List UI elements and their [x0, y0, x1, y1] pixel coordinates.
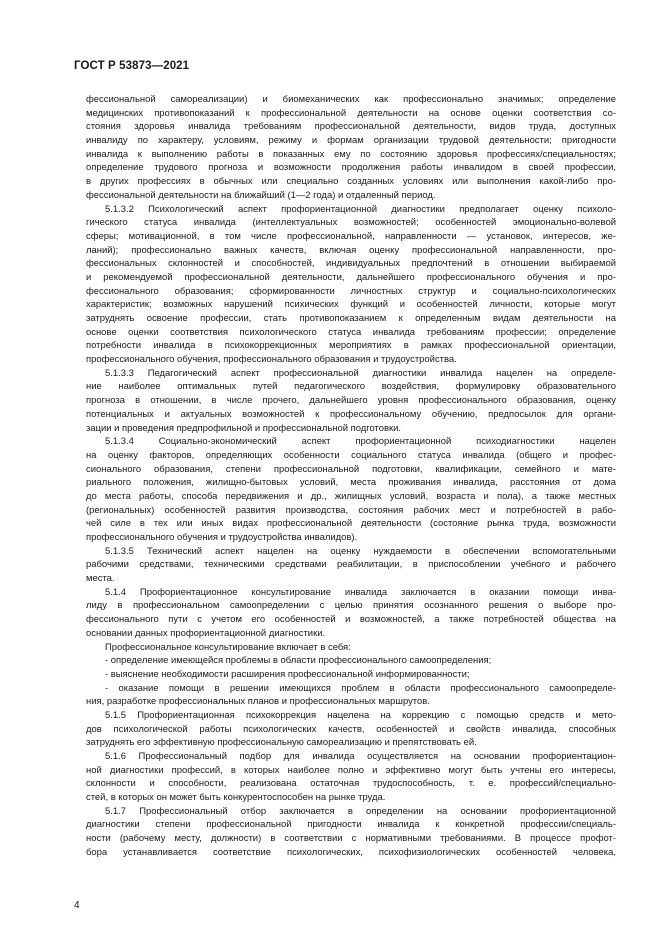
text-line: ланий); профессионально важных качеств, включая оценку профессиональной направленности, про- — [86, 244, 616, 256]
text-line: зации и проведения предпрофильной и профессиональной подготовки. — [86, 422, 402, 434]
text-line: сионального образования, степени профессиональной подготовки, квалификации, семейного и мате- — [86, 463, 616, 475]
text-line: потенциальных и актуальных возможностей к профессиональному обучению, предпосылок для органи- — [86, 408, 616, 420]
text-line: фессиональной самореализации) и биомеханических как профессионально значимых; определение — [86, 94, 616, 105]
text-line: стей, в которых он может быть конкурентоспособен на рынке труда. — [86, 792, 386, 804]
text-line: диагностики степени профессиональной пригодности инвалида к конкретной профессии/специаль- — [86, 819, 616, 831]
text-line: до места работы, способа передвижения и др., жилищных условий, возраста и пола), а также местных — [86, 490, 616, 502]
text-line: ной диагностики профессий, в которых наиболее полно и эффективно могут быть учтены его интересы, — [86, 764, 616, 776]
text-line: - оказание помощи в решении имеющихся проблем в области профессионального самоопределе- — [105, 682, 616, 694]
text-line: - определение имеющейся проблемы в области профессионального самоопределения; — [105, 655, 492, 667]
text-line: профессионального обучения, профессионального образования и трудоустройства. — [86, 354, 457, 366]
page-number: 4 — [74, 900, 80, 911]
text-line: дов психологической работы психологических качеств, особенностей и свойств инвалида, способных — [86, 723, 616, 735]
text-line: гического статуса инвалида (интеллектуальных возможностей; особенностей эмоционально-волевой — [86, 217, 616, 229]
text-line: ности (рабочему месту, должности) в соответствии с нормативными требованиями. В процессе профот- — [86, 833, 616, 845]
text-line: на оценку факторов, определяющих особенности социального статуса инвалида (общего и профес- — [86, 449, 616, 461]
text-line: сферы; мотивационной, в том числе профессиональной, направленности — установок, интересов, же- — [86, 230, 616, 242]
text-line: Профессиональное консультирование включает в себя: — [105, 641, 351, 653]
text-line: 5.1.3.3 Педагогический аспект профессиональной диагностики инвалида нацелен на определе- — [105, 367, 616, 379]
text-line: рабочими средствами, техническими средствами реабилитации, в приспособлении учебного и рабочего — [86, 559, 616, 571]
text-line: инвалида к выполнению работы в показанных ему по состоянию здоровья профессиях/специальностях; — [86, 148, 616, 160]
text-line: определение трудового прогноза и возможности продолжения работы инвалидом в своей профессии, — [86, 162, 616, 174]
text-line: 5.1.3.4 Социально-экономический аспект профориентационной психодиагностики нацелен — [105, 436, 616, 448]
text-line: и рекомендуемой профессиональной деятельности, дальнейшего профессионального обучения и про- — [86, 271, 616, 283]
text-line: характеристик; возможных нарушений психических функций и особенностей личности, которые могут — [86, 299, 616, 311]
text-line: прогноза в отношении, в числе прочего, дальнейшего уровня профессионального образования, оценку — [86, 395, 616, 407]
standard-designation: ГОСТ Р 53873—2021 — [74, 60, 190, 72]
text-line: лиду в профессиональном самоопределении с целью принятия осознанного решения о выборе про- — [86, 600, 616, 612]
text-line: фессионального образования; сформированности личностных структур и социально-психологических — [86, 285, 616, 297]
text-line: склонности и способности, реализована остаточная трудоспособность, т. е. профессий/специально- — [86, 778, 616, 790]
text-line: 5.1.3.2 Психологический аспект профориентационной диагностики предполагает оценку психоло- — [105, 203, 616, 215]
text-line: профессионального обучения и трудоустройства инвалидов). — [86, 532, 358, 543]
text-line: в других профессиях в обычных или специально созданных условиях или выполнения какой-либо про- — [86, 176, 616, 188]
text-line: фессиональных склонностей и способностей, индивидуальных предпочтений в отношении выбираемой — [86, 258, 616, 270]
text-line: места. — [86, 573, 115, 585]
text-line: основании данных профориентационной диагностики. — [86, 627, 326, 639]
text-line: фессионального пути с учетом его особенностей и возможностей, а также потребностей общества на — [86, 614, 616, 626]
text-line: потребности инвалида в психокоррекционных мероприятиях в рамках профессиональной ориентации, — [86, 340, 616, 352]
text-line: ния, разработке профессиональных планов и профессиональных маршрутов. — [86, 696, 430, 708]
text-line: фессиональной деятельности на ближайший (1—2 года) и отдаленный период. — [86, 189, 436, 201]
text-line: - выяснение необходимости расширения профессиональной информированности; — [105, 668, 470, 680]
text-line: чей силе в тех или иных видах профессиональной деятельности (состояние рынка труда, возможности — [86, 518, 616, 530]
body-text — [86, 93, 616, 860]
text-line: (региональных) особенностей развития производства, состояния рабочих мест и потребностей в рабо- — [86, 504, 616, 516]
text-line: риального положения, жилищно-бытовых условий, места проживания инвалида, расстояния от дома — [86, 477, 616, 489]
text-line: инвалиду по характеру, условиям, режиму и формам организации трудовой деятельности; пригодности — [86, 135, 616, 147]
text-line: затруднять его эффективную профессиональную самореализацию и препятствовать ей. — [86, 737, 477, 749]
text-line: медицинских противопоказаний к профессиональной деятельности на основе оценки соответствия со- — [86, 107, 616, 119]
text-line: 5.1.7 Профессиональный отбор заключается в определении на основании профориентационной — [105, 805, 616, 817]
text-line: 5.1.5 Профориентационная психокоррекция нацелена на коррекцию с помощью средств и мето- — [105, 709, 616, 721]
text-line: 5.1.6 Профессиональный подбор для инвалида осуществляется на основании профориентацион- — [105, 751, 616, 762]
text-line: затруднять освоение профессии, стать противопоказанием к определенным видам деятельности на — [86, 313, 616, 324]
text-line: ние наиболее оптимальных путей педагогического воздействия, формулировку образовательного — [86, 381, 616, 393]
text-line: стояния здоровья инвалида требованиям профессиональной деятельности, видов труда, доступных — [86, 121, 616, 133]
text-line: 5.1.4 Профориентационное консультирование инвалида заключается в оказании помощи инва- — [105, 586, 616, 598]
text-line: основе оценки соответствия психологического статуса инвалида требованиям профессии; определение — [86, 326, 616, 338]
text-line: бора устанавливается соответствие психологических, психофизиологических особенностей человека, — [86, 846, 616, 858]
text-line: 5.1.3.5 Технический аспект нацелен на оценку нуждаемости в обеспечении вспомогательными — [105, 545, 616, 557]
